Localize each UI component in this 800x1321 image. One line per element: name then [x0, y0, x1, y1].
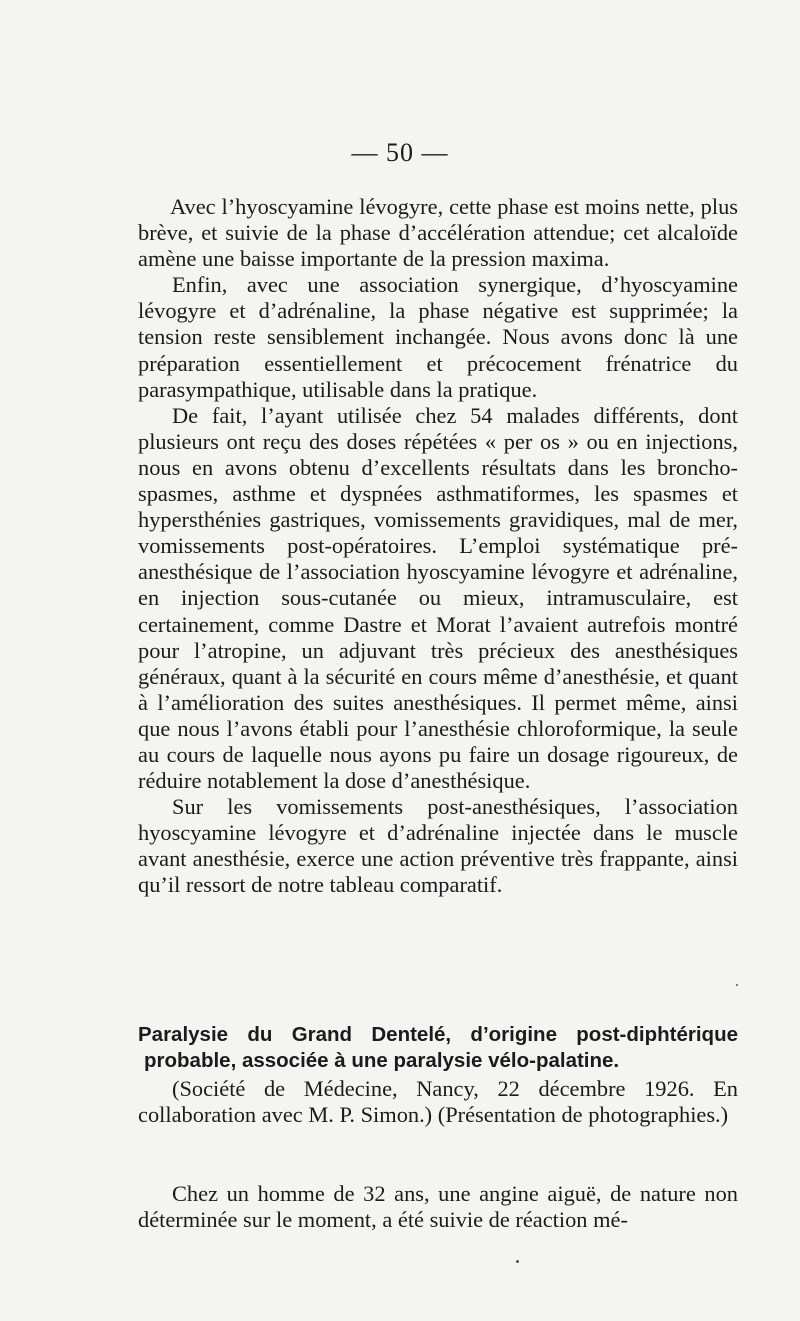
meeting-reference: (Société de Médecine, Nancy, 22 décembre 1926. En collaboration avec M. P. Simon.) (Présentation de photographies.): [138, 1076, 738, 1128]
paragraph-vomiting: Sur les vomissements post-anesthésiques, l’association hyoscyamine lévogyre et d’adrénaline injectée dans le muscle avant anesthésie, exerce une action préventive très frappante, ainsi qu’il ressort de notre tableau comparatif.: [138, 794, 738, 898]
page-number: — 50 —: [351, 138, 449, 167]
paragraph-association: Enfin, avec une association synergique, d’hyoscyamine lévogyre et d’adrénaline, la phase négative est supprimée; la tension reste sensiblement inchangée. Nous avons donc là une préparation essentiellement et précocement frénatrice du parasympathique, utilisable dans la pratique.: [138, 272, 738, 402]
paragraph-hyoscyamine: Avec l’hyoscyamine lévogyre, cette phase est moins nette, plus brève, et suivie de la phase d’accélération attendue; cet alcaloïde amène une baisse importante de la pression maxima.: [138, 194, 738, 272]
section-heading: Paralysie du Grand Dentelé, d’origine post-diphtérique probable, associée à une paralysie vélo-palatine.: [138, 1023, 738, 1072]
paragraph-clinical-results: De fait, l’ayant utilisée chez 54 malades différents, dont plusieurs ont reçu des doses répétées « per os » ou en injections, nous en avons obtenu d’excellents résultats dans les broncho-spasmes, asthme et dyspnées asthmatiformes, les spasmes et hypersthénies gastriques, vomissements gravidiques, mal de mer, vomissements post-opératoires. L’emploi systématique pré-anesthésique de l’association hyoscyamine lévogyre et adrénaline, en injection sous-cutanée ou mieux, intramusculaire, est certainement, comme Dastre et Morat l’avaient autrefois montré pour l’atropine, un adjuvant très précieux des anesthésiques généraux, quant à la sécurité en cours même d’anesthésie, et quant à l’amélioration des suites anesthésiques. Il permet même, ainsi que nous l’avons établi pour l’anesthésie chloroformique, la seule au cours de laquelle nous ayons pu faire un dosage rigoureux, de réduire notablement la dose d’anesthésique.: [138, 402, 738, 794]
print-speck: [516, 1260, 519, 1263]
body-text: [138, 194, 738, 899]
case-paragraph: Chez un homme de 32 ans, une angine aiguë, de nature non déterminée sur le moment, a été suivie de réaction mé-: [138, 1181, 738, 1233]
print-speck: [736, 984, 738, 986]
